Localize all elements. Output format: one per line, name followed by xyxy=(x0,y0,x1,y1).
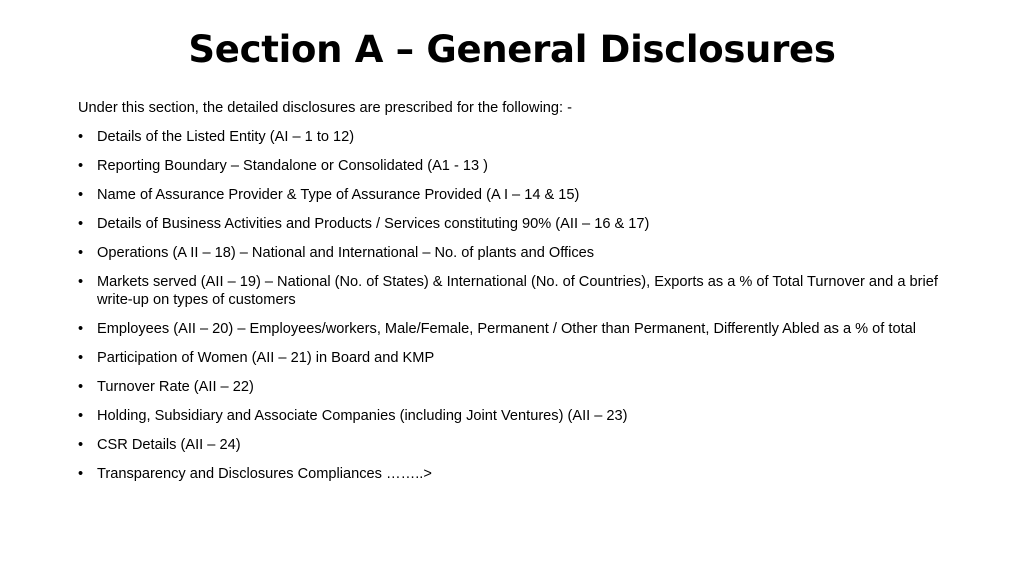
intro-text: Under this section, the detailed disclosures are prescribed for the following: - xyxy=(78,100,573,116)
list-item-text: Details of Business Activities and Products / Services constituting 90% (AII – 16 & 17) xyxy=(97,216,650,232)
bullet-icon: • xyxy=(78,274,84,290)
bullet-icon: • xyxy=(78,466,84,482)
bullet-icon: • xyxy=(78,350,84,366)
bullet-icon: • xyxy=(78,216,84,232)
bullet-icon: • xyxy=(78,321,84,337)
list-item-text: Participation of Women (AII – 21) in Board and KMP xyxy=(97,350,435,366)
list-item-text: Details of the Listed Entity (AI – 1 to 12) xyxy=(97,129,355,145)
list-item xyxy=(78,436,948,454)
bullet-icon: • xyxy=(78,158,84,174)
bullet-icon: • xyxy=(78,379,84,395)
list-item-text: Employees (AII – 20) – Employees/workers, Male/Female, Permanent / Other than Permanent, Differently Abled as a % of total xyxy=(97,321,916,337)
bullet-icon: • xyxy=(78,129,84,145)
list-item-text: Name of Assurance Provider & Type of Assurance Provided (A I – 14 & 15) xyxy=(97,187,580,203)
list-item xyxy=(78,407,948,425)
bullet-icon: • xyxy=(78,437,84,453)
list-item xyxy=(78,186,948,204)
list-item xyxy=(78,215,948,233)
bullet-icon: • xyxy=(78,408,84,424)
bullet-list xyxy=(78,128,948,483)
list-item xyxy=(78,273,948,309)
list-item xyxy=(78,320,948,338)
list-item-text: Reporting Boundary – Standalone or Consolidated (A1 - 13 ) xyxy=(97,158,489,174)
list-item-text: Turnover Rate (AII – 22) xyxy=(97,379,254,395)
list-item xyxy=(78,378,948,396)
list-item-text: Holding, Subsidiary and Associate Companies (including Joint Ventures) (AII – 23) xyxy=(97,408,628,424)
list-item xyxy=(78,128,948,146)
list-item-text: Transparency and Disclosures Compliances ……..> xyxy=(97,466,432,482)
list-item-text: CSR Details (AII – 24) xyxy=(97,437,241,453)
list-item-text: Operations (A II – 18) – National and International – No. of plants and Offices xyxy=(97,245,595,261)
slide-title: Section A – General Disclosures xyxy=(188,28,836,71)
bullet-icon: • xyxy=(78,187,84,203)
list-item xyxy=(78,157,948,175)
list-item xyxy=(78,349,948,367)
list-item xyxy=(78,465,948,483)
bullet-icon: • xyxy=(78,245,84,261)
list-item-text: Markets served (AII – 19) – National (No. of States) & International (No. of Countries), Exports as a % of Total Turnover and a brief write-up on types of customers xyxy=(97,274,938,308)
list-item xyxy=(78,244,948,262)
slide-body xyxy=(78,99,948,494)
